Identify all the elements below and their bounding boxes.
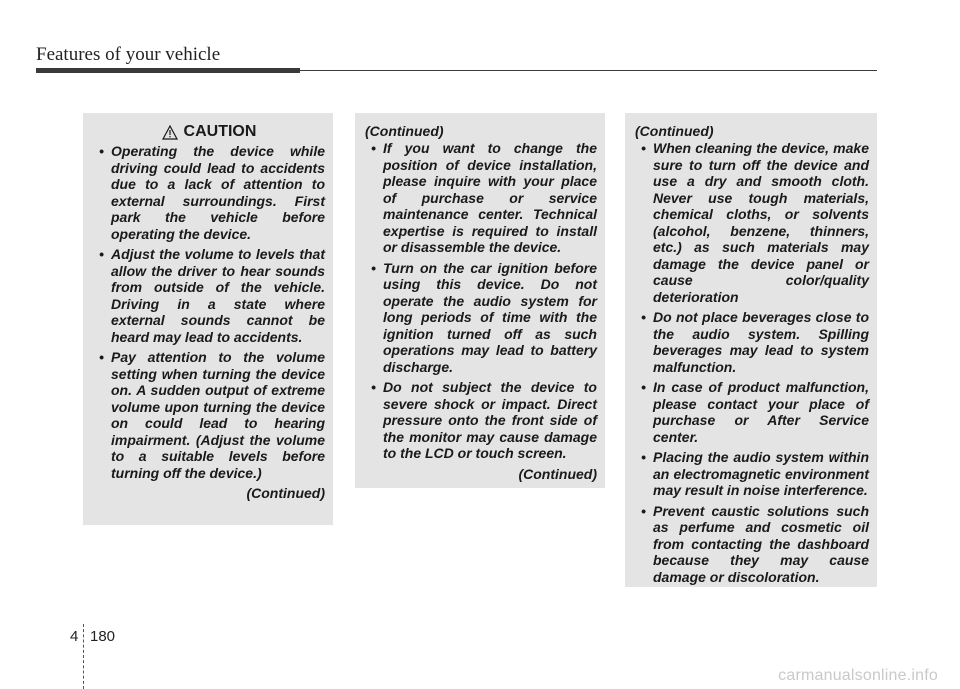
bullet: • [99,349,104,365]
list-item: • In case of product malfunction, please contact your place of purchase or After Service center. [641,379,869,445]
bullet: • [371,379,376,395]
bullet: • [641,140,646,156]
list-item: • When cleaning the device, make sure to turn off the device and use a dry and smooth cloth. Never use tough materials, chemical cloths, or solvents (alcohol, benzene, thinners, etc.) as such materials may damage the device panel or cause color/quality deterioration [641,140,869,305]
header-rule [300,70,877,71]
bullet: • [371,140,376,156]
list-item: • Adjust the volume to levels that allow the driver to hear sounds from outside of the vehicle. Driving in a state where external sounds cannot be heard may lead to accidents. [99,246,325,345]
continued-label: (Continued) [635,123,714,139]
watermark: carmanualsonline.info [778,667,938,684]
list-item: • Do not subject the device to severe shock or impact. Direct pressure onto the front side of the monitor may cause damage to the LCD or touch screen. [371,379,597,461]
continued-label: (Continued) [365,123,444,139]
page-header-title: Features of your vehicle [36,44,221,65]
bullet: • [371,259,376,276]
continued-label: (Continued) [246,485,325,501]
list-item: • Turn on the car ignition before using this device. Do not operate the audio system for long periods of time with the ignition turned off as such operations may lead to battery discharge. [371,259,597,375]
caution-label: CAUTION [183,123,257,140]
caution-panel-continued-2 [625,113,877,587]
bullet: • [99,246,104,262]
bullet: • [99,143,104,159]
bullet: • [641,502,646,519]
continued-label: (Continued) [518,465,597,482]
caution-panel [83,113,333,525]
bullet: • [641,379,646,395]
caution-panel-continued-1 [355,113,605,488]
page-number: 180 [90,628,116,645]
list-item: • Do not place beverages close to the audio system. Spilling beverages may lead to system malfunction. [641,309,869,375]
list-item: • If you want to change the position of device installation, please inquire with your place of purchase or service maintenance center. Technical expertise is required to install or disassemble the device. [371,140,597,255]
list-item: • Placing the audio system within an electromagnetic environment may result in noise interference. [641,449,869,498]
page-section-number: 4 [70,628,79,645]
bullet: • [641,309,646,325]
bullet: • [641,449,646,465]
header-bar [36,68,300,73]
list-item: • Pay attention to the volume setting when turning the device on. A sudden output of extreme volume upon turning the device on could lead to hearing impairment. (Adjust the volume to a suitable levels before turning off the device.) [99,349,325,481]
page-number-divider [83,624,84,689]
caution-heading [93,123,325,141]
list-item: • Prevent caustic solutions such as perfume and cosmetic oil from contacting the dashboard because they may cause damage or discoloration. [641,502,869,585]
list-item: • Operating the device while driving could lead to accidents due to a lack of attention to external surroundings. First park the vehicle before operating the device. [99,143,325,242]
warning-triangle-icon [162,125,178,140]
